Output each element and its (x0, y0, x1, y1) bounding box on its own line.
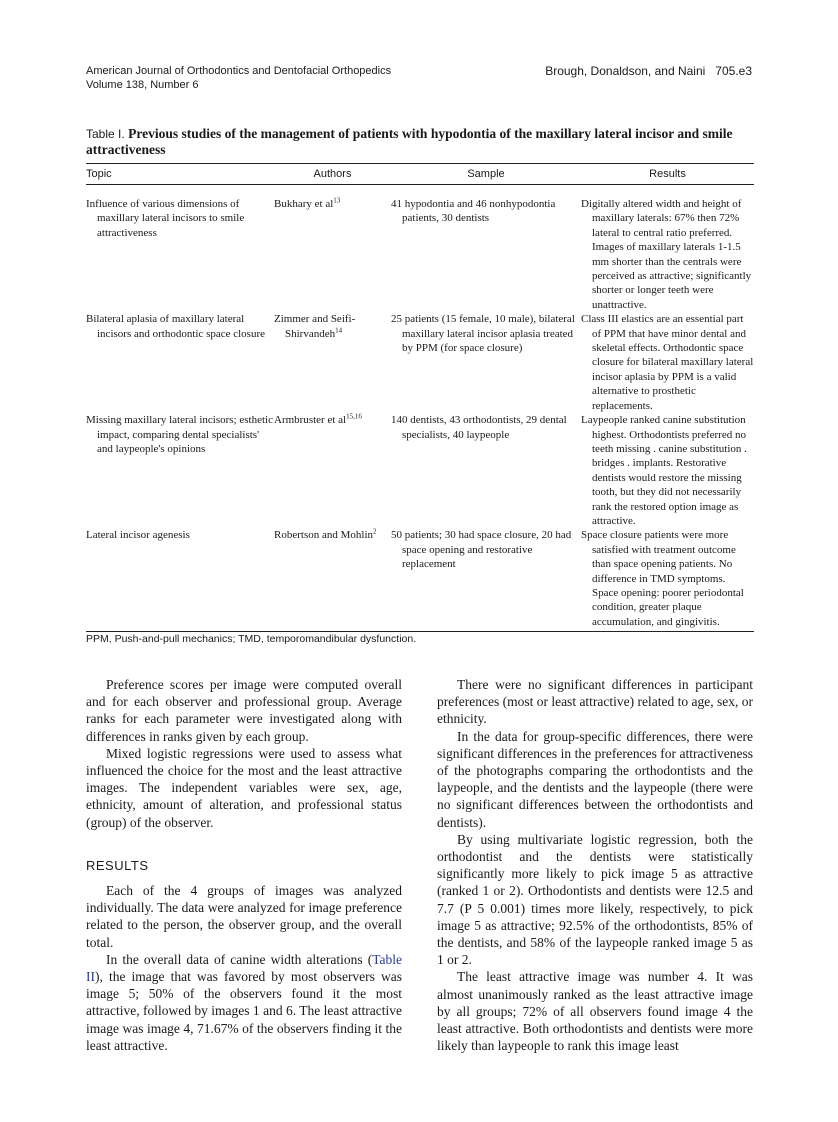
paragraph: Each of the 4 groups of images was analyzed individually. The data were analyzed for image preference related to the person, the observer group, and the overall total. (86, 883, 402, 950)
header-authors: Brough, Donaldson, and Naini (545, 64, 706, 78)
column-header-topic: Topic (86, 164, 274, 185)
paragraph: Preference scores per image were computed overall and for each observer and professional group. Average ranks for each parameter were investigated along with differences in ranks given by each group. (86, 677, 402, 744)
cell-topic: Bilateral aplasia of maxillary lateral incisors and orthodontic space closure (86, 313, 266, 340)
cell-topic: Lateral incisor agenesis (86, 528, 274, 632)
table-row (86, 185, 754, 313)
column-header-sample: Sample (391, 164, 581, 185)
body-column-left (86, 676, 402, 1054)
journal-volume: Volume 138, Number 6 (86, 79, 199, 91)
cell-authors: Zimmer and Seifi-Shirvandeh$^{14}$ (274, 313, 356, 340)
paragraph: The least attractive image was number 4. It was almost unanimously ranked as the least attractive image by all groups; 72% of all observers found image 4 the least attractive. Both orthodontists and dentists were more likely than laypeople to rank this image least (437, 969, 753, 1054)
table-title: Previous studies of the management of patients with hypodontia of the maxillary lateral incisor and smile attractiveness (86, 126, 733, 157)
paragraph: In the data for group-specific differences, there were significant differences in the preferences for attractiveness of the photographs comparing the orthodontists and the laypeople, and the dentists and the laypeople (there were no significant differences between the orthodontists and dentists). (437, 728, 753, 830)
cell-sample: 50 patients; 30 had space closure, 20 had space opening and restorative replacement (391, 528, 581, 632)
cell-sample: 41 hypodontia and 46 nonhypodontia patients, 30 dentists (391, 198, 556, 225)
cell-results: Laypeople ranked canine substitution highest. Orthodontists preferred no teeth missing . canine substitution . bridges . implants. Restorative dentists would restore the missing tooth, but they did not necessarily rank the restored option image as attractive. (581, 414, 747, 527)
cell-results: Class III elastics are an essential part of PPM that have minor dental and skeletal effects. Orthodontic space closure for bilateral maxillary lateral incisor aplasia by PPM is a valid alternative to prosthetic replacements. (581, 313, 754, 412)
cell-sample: 25 patients (15 female, 10 male), bilateral maxillary lateral incisor aplasia treated by PPM (for space closure) (391, 313, 575, 355)
column-header-authors: Authors (274, 164, 391, 185)
cell-authors: Robertson and Mohlin$^2$ (274, 528, 391, 632)
cell-authors: Bukhary et $al^{13}$ (274, 196, 341, 210)
table-row (86, 528, 754, 632)
table-caption (86, 126, 754, 158)
paragraph: By using multivariate logistic regression, both the orthodontist and the dentists were statistically significantly more likely to pick image 5 as attractive (ranked 1 or 2). Orthodontists and dentists were 12.5 and 7.7 (P 5 0.001) times more likely, respectively, to pick image 5 as attractive; 92.5% of the orthodontists, 85% of the dentists, and 58% of the laypeople ranked image 5 as 1 or 2. (437, 831, 753, 968)
page-number: 705.e3 (715, 64, 752, 78)
body-column-right (437, 676, 753, 1054)
journal-name: American Journal of Orthodontics and Dentofacial Orthopedics (86, 65, 392, 77)
cell-sample: 140 dentists, 43 orthodontists, 29 dental specialists, 40 laypeople (391, 414, 567, 441)
paragraph: There were no significant differences in participant preferences (most or least attractive) related to age, sex, or ethnicity. (437, 677, 753, 727)
studies-table (86, 163, 754, 632)
table-row (86, 312, 754, 413)
paragraph: Mixed logistic regressions were used to assess what influenced the choice for the most and the least attractive images. The independent variables were sex, age, ethnicity, amount of alteration, and professional status (group) of the observer. (86, 745, 402, 830)
cell-results: Digitally altered width and height of maxillary laterals: 67% then 72% lateral to central ratio preferred. Images of maxillary laterals 1-1.5 mm shorter than the centrals were perceived as attractive; significantly shorter or longer teeth were unattractive. (581, 198, 752, 311)
cell-topic: Missing maxillary lateral incisors; esthetic impact, comparing dental specialists' and laypeople's opinions (86, 414, 273, 455)
cell-authors: Armbruster et al$^{15,16}$ (274, 412, 362, 427)
table-footnote: PPM, Push-and-pull mechanics; TMD, temporomandibular dysfunction. (86, 633, 417, 645)
running-header-left (86, 64, 391, 92)
cell-results: Space closure patients were more satisfied with treatment outcome than space opening patients. No difference in TMD symptoms. Space opening: poorer periodontal condition, greater plaque accumulation, and gingivitis. (581, 528, 754, 632)
running-header-right (545, 64, 752, 78)
cell-topic: Influence of various dimensions of maxillary lateral incisors to smile attractiveness (86, 198, 245, 239)
paragraph: In the overall data of canine width alterations (Table II), the image that was favored by most observers was image 5; 50% of the observers found it the most attractive, followed by images 1 and 6. The least attractive image was image 4, 71.67% of the observers finding it the least attractive. (86, 951, 402, 1053)
section-heading-results: RESULTS (86, 857, 149, 873)
table-header-row (86, 164, 754, 185)
table-ii-link[interactable]: Table II (86, 951, 402, 985)
table-row (86, 413, 754, 528)
column-header-results: Results (581, 164, 754, 185)
table-label: Table I. (86, 127, 125, 141)
